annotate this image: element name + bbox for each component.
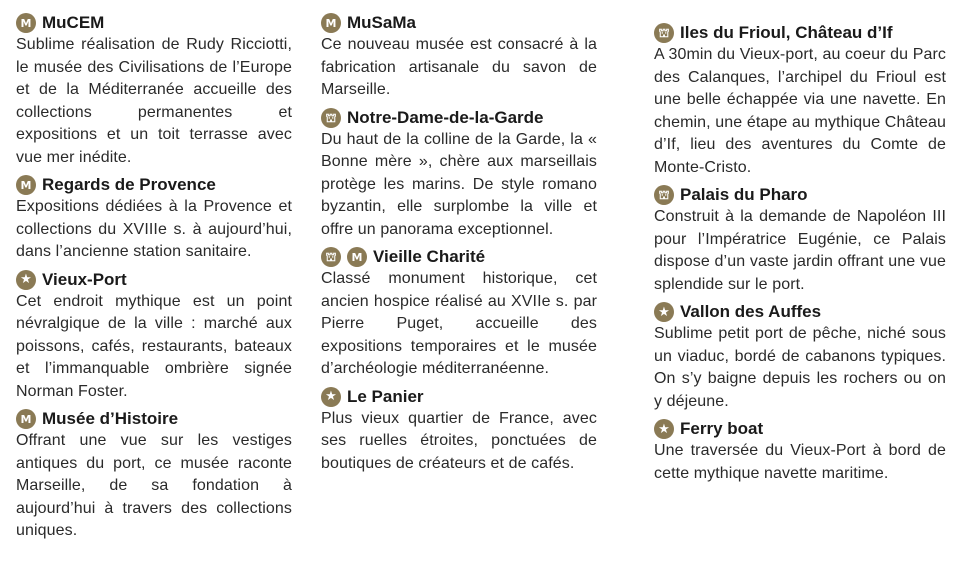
poi-header <box>321 107 597 129</box>
column-1 <box>16 12 292 548</box>
poi-title: Vallon des Auffes <box>680 302 822 321</box>
poi-header <box>16 174 292 196</box>
poi-entry <box>16 408 292 543</box>
poi-header <box>16 12 292 34</box>
poi-entry <box>321 246 597 381</box>
poi-description: Sublime petit port de pêche, niché sous un viaduc, bordé de cabanons typiques. On s’y baigne depuis les rochers ou on y déjeune. <box>654 325 946 410</box>
star-icon: ★ <box>16 270 36 290</box>
poi-title: Iles du Frioul, Château d’If <box>680 23 893 42</box>
museum-icon: M <box>16 13 36 33</box>
monument-icon: ⛫ <box>321 247 341 267</box>
monument-icon: ⛫ <box>654 185 674 205</box>
museum-icon: M <box>347 247 367 267</box>
star-icon: ★ <box>654 302 674 322</box>
poi-header <box>321 386 597 408</box>
poi-description: Ce nouveau musée est consacré à la fabrication artisanale du savon de Marseille. <box>321 36 597 98</box>
poi-description: Classé monument historique, cet ancien hospice réalisé au XVIIe s. par Pierre Puget, accueille des expositions temporaires et le musée d’archéologie méditerranéenne. <box>321 270 597 377</box>
poi-entry <box>16 12 292 169</box>
poi-description: Expositions dédiées à la Provence et collections du XVIIIe s. à aujourd’hui, dans l’ancienne station sanitaire. <box>16 198 292 260</box>
poi-title: Notre-Dame-de-la-Garde <box>347 107 544 127</box>
poi-entry <box>654 418 946 485</box>
poi-title: Le Panier <box>347 386 424 406</box>
poi-title: Palais du Pharo <box>680 185 808 204</box>
poi-entry <box>321 386 597 476</box>
star-icon: ★ <box>321 387 341 407</box>
poi-description: A 30min du Vieux-port, au coeur du Parc des Calanques, l’archipel du Frioul est une belle échappée via une navette. En chemin, une étape au mythique Château d’If, lieu des aventures du Comte de Monte-Cristo. <box>654 46 946 176</box>
poi-title: Regards de Provence <box>42 175 216 194</box>
poi-title: Vieux-Port <box>42 269 127 289</box>
poi-header <box>654 184 946 206</box>
monument-icon: ⛫ <box>321 108 341 128</box>
poi-header <box>321 12 597 34</box>
poi-description: Construit à la demande de Napoléon III pour l’Impératrice Eugénie, ce Palais dispose d’un vaste jardin offrant une vue splendide sur le port. <box>654 208 946 293</box>
poi-entry <box>321 107 597 242</box>
poi-header <box>654 301 946 323</box>
poi-description: Offrant une vue sur les vestiges antiques du port, ce musée raconte Marseille, de sa fondation à aujourd’hui à travers des collections uniques. <box>16 432 292 539</box>
poi-description: Du haut de la colline de la Garde, la « Bonne mère », chère aux marseillais protège les marins. De style romano byzantin, elle surplombe la ville et offre un panorama exceptionnel. <box>321 130 597 238</box>
museum-icon: M <box>16 409 36 429</box>
poi-entry <box>16 174 292 264</box>
poi-header <box>654 418 946 440</box>
poi-entry <box>16 269 292 404</box>
column-2 <box>321 12 597 480</box>
poi-description: Cet endroit mythique est un point névralgique de la ville : marché aux poissons, cafés, restaurants, bateaux et l’immanquable ombrière signée Norman Foster. <box>16 292 292 400</box>
poi-header <box>16 408 292 430</box>
poi-description: Sublime réalisation de Rudy Ricciotti, le musée des Civilisations de l’Europe et de la Méditerranée accueille des collections permanentes et expositions et un toit terrasse avec vue mer inédite. <box>16 36 292 166</box>
poi-description: Plus vieux quartier de France, avec ses ruelles étroites, ponctuées de boutiques de créateurs et de cafés. <box>321 409 597 472</box>
museum-icon: M <box>16 175 36 195</box>
poi-header <box>321 246 597 268</box>
poi-title: MuSaMa <box>347 13 416 32</box>
poi-title: Musée d’Histoire <box>42 409 179 428</box>
poi-description: Une traversée du Vieux-Port à bord de cette mythique navette maritime. <box>654 442 946 482</box>
poi-header <box>16 269 292 291</box>
poi-title: MuCEM <box>42 13 105 32</box>
column-3 <box>654 22 946 490</box>
poi-entry <box>654 22 946 179</box>
star-icon: ★ <box>654 419 674 439</box>
poi-title: Vieille Charité <box>373 247 486 266</box>
poi-title: Ferry boat <box>680 419 764 438</box>
poi-entry <box>654 301 946 413</box>
museum-icon: M <box>321 13 341 33</box>
poi-entry <box>654 184 946 296</box>
monument-icon: ⛫ <box>654 23 674 43</box>
poi-header <box>654 22 946 44</box>
poi-entry <box>321 12 597 102</box>
